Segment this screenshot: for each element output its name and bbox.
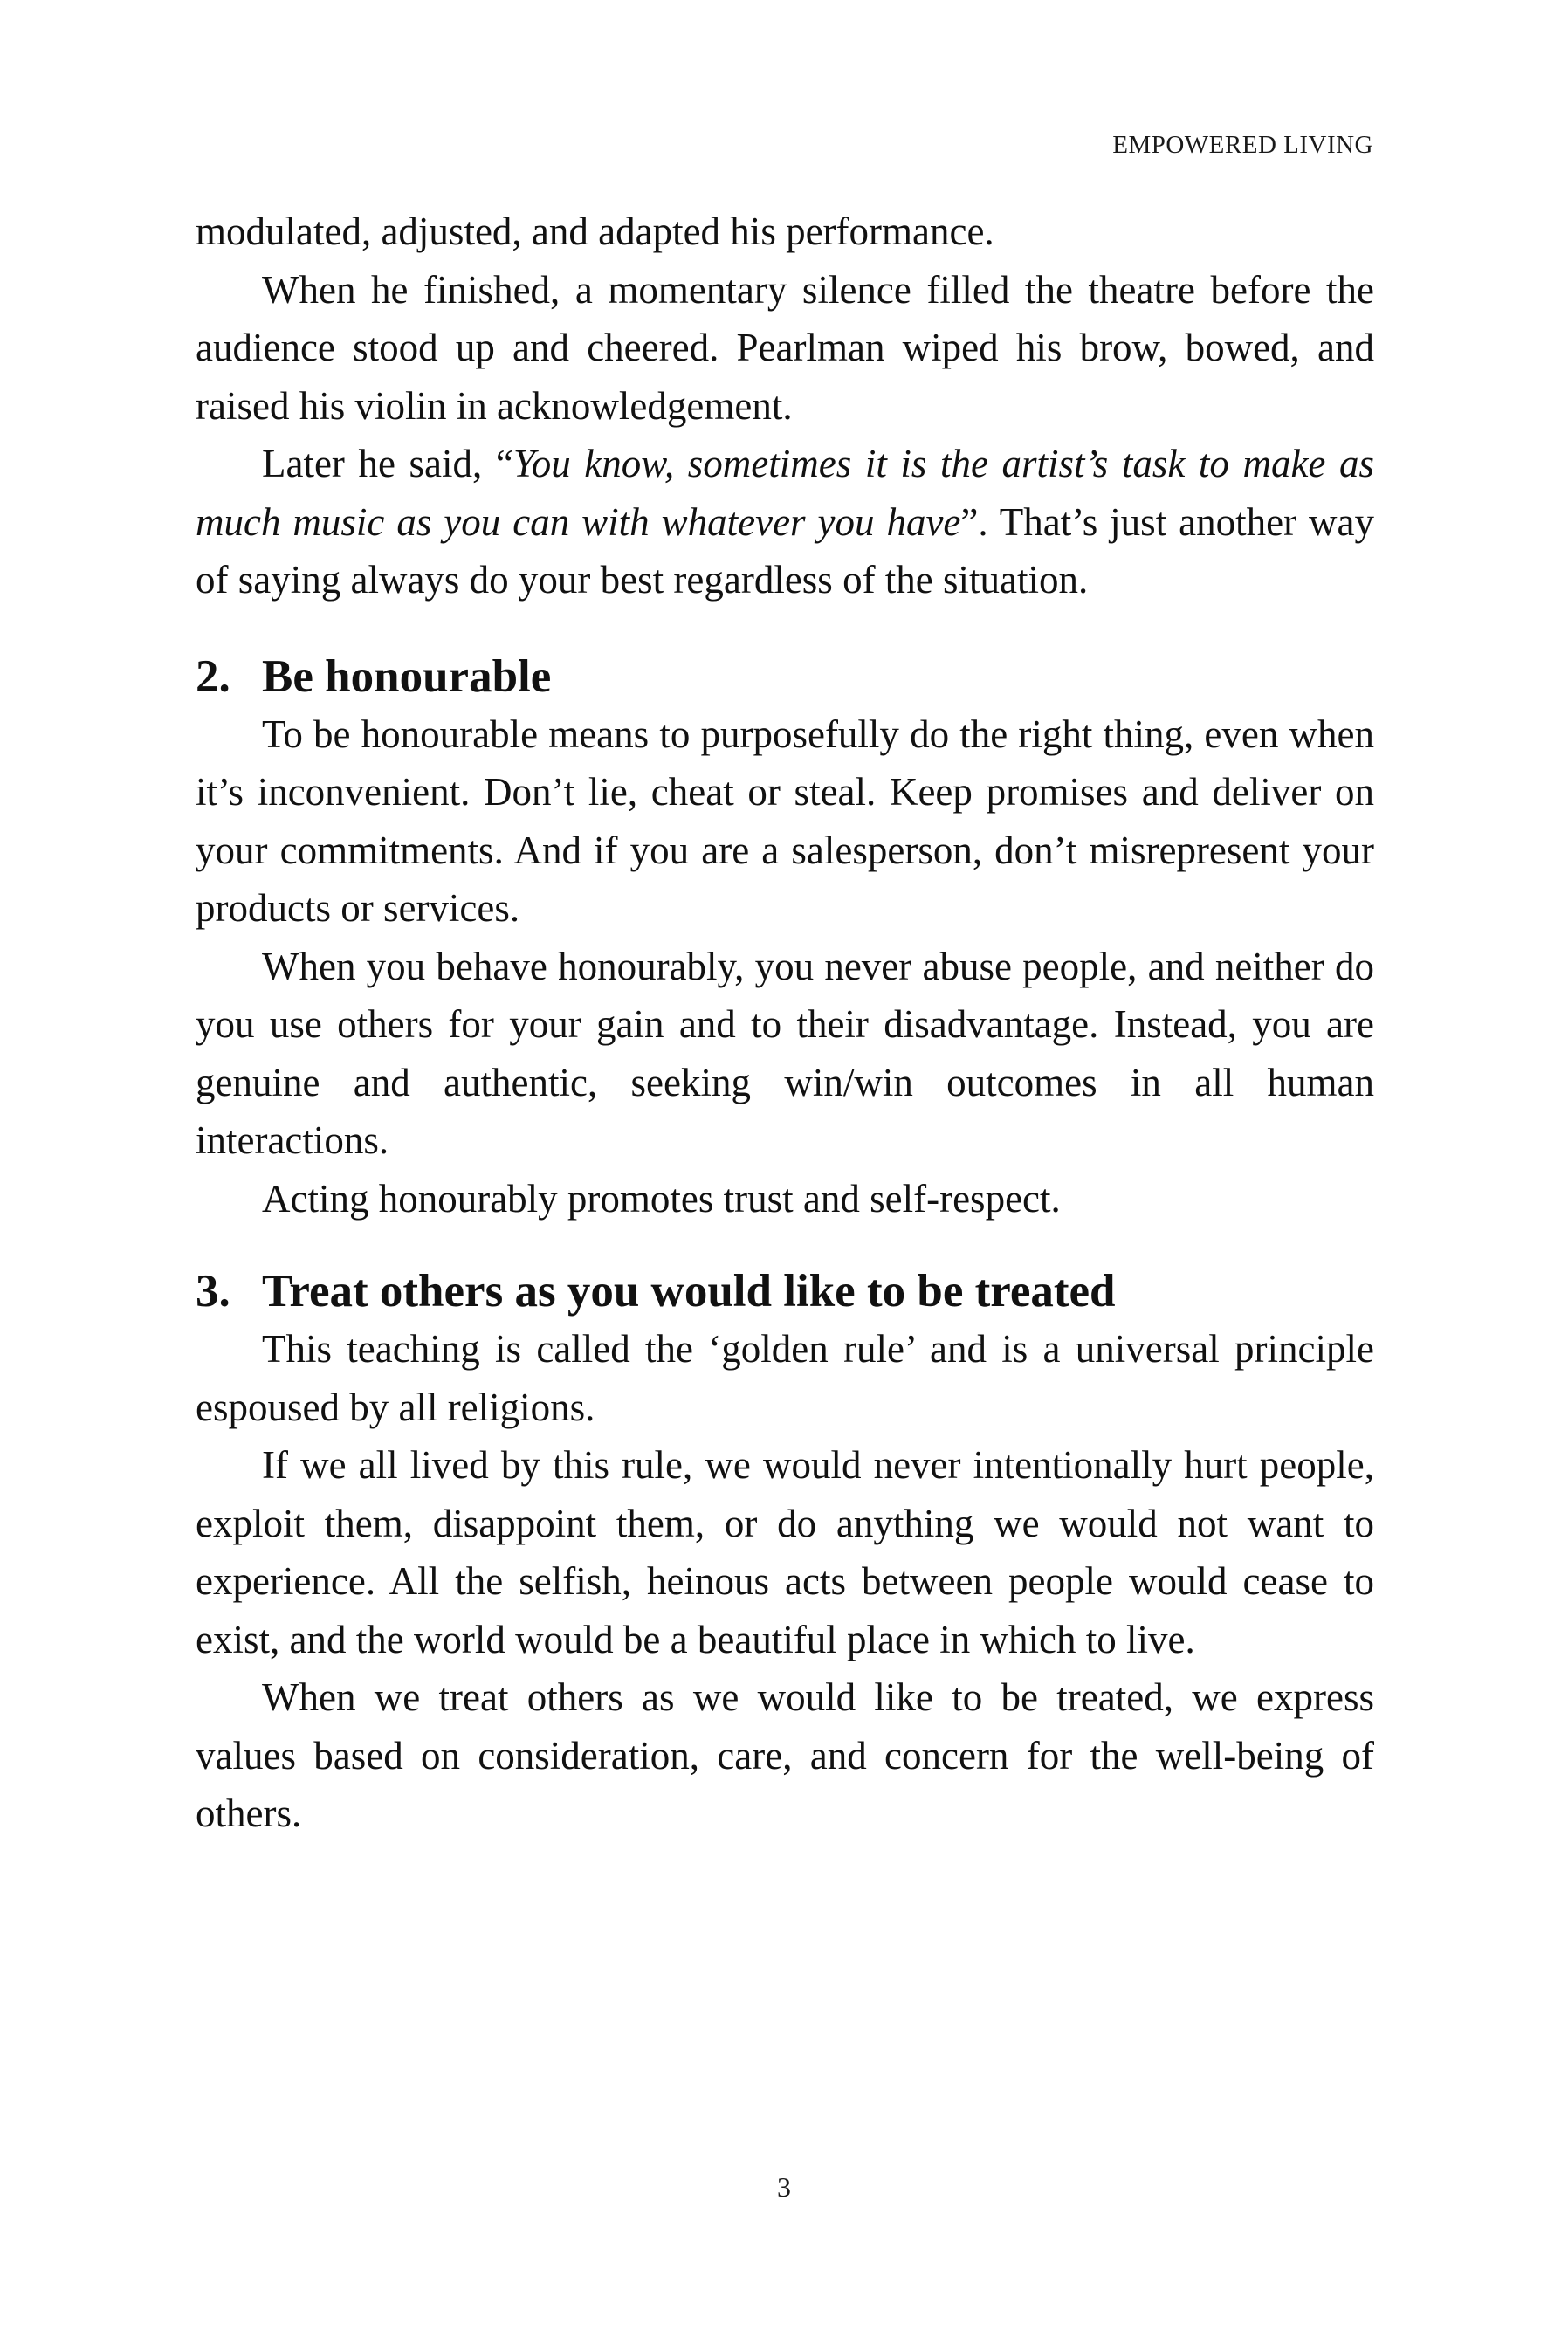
- section-title: Be honourable: [262, 650, 552, 702]
- section-number: 3.: [196, 1266, 230, 1317]
- quote-italic: You know, sometimes it is the artist’s task to make as much music as you can with whatever you have: [196, 442, 1374, 544]
- page-number: 3: [777, 2171, 791, 2203]
- paragraph-golden-rule-values: When we treat others as we would like to be treated, we express values based on consideration, care, and concern for the well-being of others.: [196, 1675, 1374, 1835]
- quote-follow-up: ”. That’s just another way of saying always do your best regardless of the situation.: [196, 499, 1374, 602]
- paragraph-golden-rule-definition: This teaching is called the ‘golden rule’ and is a universal principle espoused by all religions.: [196, 1327, 1374, 1429]
- paragraph-honourable-trust: Acting honourably promotes trust and self-respect.: [262, 1176, 1061, 1221]
- running-header: EMPOWERED LIVING: [1112, 131, 1373, 159]
- paragraph-honourable-definition: To be honourable means to purposefully do the right thing, even when it’s inconvenient. Don’t lie, cheat or steal. Keep promises and deliver on your commitments. And if you are a salesperson, don’t misrepresent your products or services.: [196, 712, 1374, 930]
- section-title: Treat others as you would like to be treated: [262, 1266, 1116, 1317]
- paragraph-performance-end: When he finished, a momentary silence filled the theatre before the audience stood up and cheered. Pearlman wiped his brow, bowed, and raised his violin in acknowledgement.: [196, 267, 1374, 428]
- quote-lead-in: Later he said, “: [262, 442, 513, 485]
- paragraph-honourable-behaviour: When you behave honourably, you never abuse people, and neither do you use others for your gain and to their disadvantage. Instead, you are genuine and authentic, seeking win/win outcomes in all human interactions.: [196, 944, 1374, 1162]
- paragraph-continuation: modulated, adjusted, and adapted his performance.: [196, 210, 994, 253]
- section-heading-golden-rule: [196, 1262, 1374, 1320]
- page-content: [196, 203, 1374, 1843]
- section-number: 2.: [196, 650, 230, 702]
- paragraph-quote: [196, 435, 1374, 609]
- section-heading-be-honourable: [196, 648, 1374, 705]
- paragraph-golden-rule-effects: If we all lived by this rule, we would never intentionally hurt people, exploit them, disappoint them, or do anything we would not want to experience. All the selfish, heinous acts between people would cease to exist, and the world would be a beautiful place in which to live.: [196, 1443, 1374, 1661]
